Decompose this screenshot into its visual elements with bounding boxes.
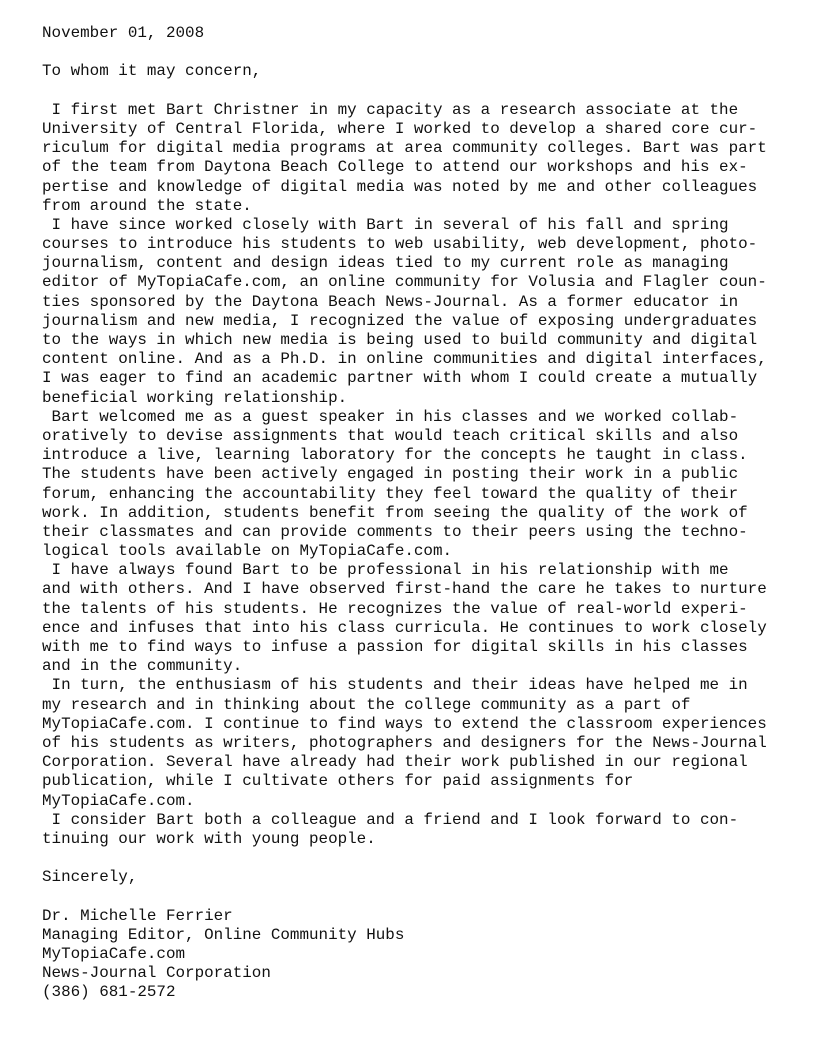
paragraph-line: I consider Bart both a colleague and a friend and I look forward to con- (42, 810, 739, 829)
signature-organization: News-Journal Corporation (42, 964, 271, 983)
paragraph-line: logical tools available on MyTopiaCafe.com. (42, 542, 453, 561)
paragraph-line: courses to introduce his students to web usability, web development, photo- (42, 235, 758, 254)
signature-block (42, 907, 782, 1003)
paragraph-line: publication, while I cultivate others for paid assignments for (42, 772, 634, 791)
paragraph-line: content online. And as a Ph.D. in online communities and digital interfaces, (42, 350, 767, 369)
paragraph-line: beneficial working relationship. (42, 388, 348, 407)
paragraph-line: ties sponsored by the Daytona Beach News-Journal. As a former educator in (42, 292, 739, 311)
paragraph-line: with me to find ways to infuse a passion for digital skills in his classes (42, 638, 748, 656)
body-paragraph (42, 101, 782, 216)
paragraph-line: and with others. And I have observed first-hand the care he takes to nurture (42, 580, 767, 599)
paragraph-line: oratively to devise assignments that would teach critical skills and also (42, 426, 739, 445)
letter-salutation: To whom it may concern, (42, 62, 262, 81)
spacer (42, 849, 782, 868)
paragraph-line: forum, enhancing the accountability they feel toward the quality of their (42, 484, 739, 503)
spacer (42, 43, 782, 62)
paragraph-line: University of Central Florida, where I worked to develop a shared core cur- (42, 119, 758, 138)
signature-website: MyTopiaCafe.com (42, 945, 186, 963)
body-paragraph (42, 216, 782, 408)
body-paragraph (42, 408, 782, 562)
paragraph-line: work. In addition, students benefit from seeing the quality of the work of (42, 503, 748, 522)
paragraph-line: tinuing our work with young people. (42, 829, 376, 848)
paragraph-line: I first met Bart Christner in my capacity as a research associate at the (42, 100, 739, 119)
spacer (42, 82, 782, 101)
paragraph-line: and in the community. (42, 657, 243, 676)
spacer (42, 887, 782, 906)
paragraph-line: MyTopiaCafe.com. (42, 791, 195, 810)
paragraph-line: their classmates and can provide comments to their peers using the techno- (42, 522, 748, 541)
paragraph-line: I have always found Bart to be professional in his relationship with me (42, 561, 729, 580)
paragraph-line: pertise and knowledge of digital media was noted by me and other colleagues (42, 177, 758, 196)
paragraph-line: I have since worked closely with Bart in several of his fall and spring (42, 215, 729, 234)
paragraph-line: of his students as writers, photographers and designers for the News-Journal (42, 733, 767, 752)
letter-page (42, 24, 782, 1003)
paragraph-line: MyTopiaCafe.com. I continue to find ways to extend the classroom experiences (42, 714, 767, 733)
signature-title: Managing Editor, Online Community Hubs (42, 925, 405, 944)
paragraph-line: editor of MyTopiaCafe.com, an online community for Volusia and Flagler coun- (42, 273, 767, 292)
paragraph-line: journalism and new media, I recognized the value of exposing undergraduates (42, 311, 758, 330)
letter-body (42, 101, 782, 849)
paragraph-line: to the ways in which new media is being used to build community and digital (42, 331, 758, 349)
letter-closing: Sincerely, (42, 868, 138, 887)
paragraph-line: riculum for digital media programs at area community colleges. Bart was part (42, 139, 767, 158)
signature-phone: (386) 681-2572 (42, 983, 176, 1002)
body-paragraph (42, 676, 782, 810)
letter-date: November 01, 2008 (42, 24, 205, 42)
paragraph-line: of the team from Daytona Beach College to attend our workshops and his ex- (42, 158, 748, 177)
paragraph-line: ence and infuses that into his class curricula. He continues to work closely (42, 618, 767, 637)
paragraph-line: the talents of his students. He recognizes the value of real-world experi- (42, 599, 748, 618)
paragraph-line: journalism, content and design ideas tied to my current role as managing (42, 254, 729, 273)
paragraph-line: from around the state. (42, 196, 252, 215)
paragraph-line: my research and in thinking about the college community as a part of (42, 695, 691, 714)
paragraph-line: Bart welcomed me as a guest speaker in his classes and we worked collab- (42, 407, 739, 426)
body-paragraph (42, 561, 782, 676)
paragraph-line: I was eager to find an academic partner with whom I could create a mutually (42, 369, 758, 388)
body-paragraph (42, 811, 782, 849)
paragraph-line: introduce a live, learning laboratory for the concepts he taught in class. (42, 446, 748, 465)
paragraph-line: The students have been actively engaged in posting their work in a public (42, 465, 739, 484)
signature-name: Dr. Michelle Ferrier (42, 906, 233, 925)
paragraph-line: Corporation. Several have already had their work published in our regional (42, 753, 748, 772)
paragraph-line: In turn, the enthusiasm of his students and their ideas have helped me in (42, 676, 748, 695)
